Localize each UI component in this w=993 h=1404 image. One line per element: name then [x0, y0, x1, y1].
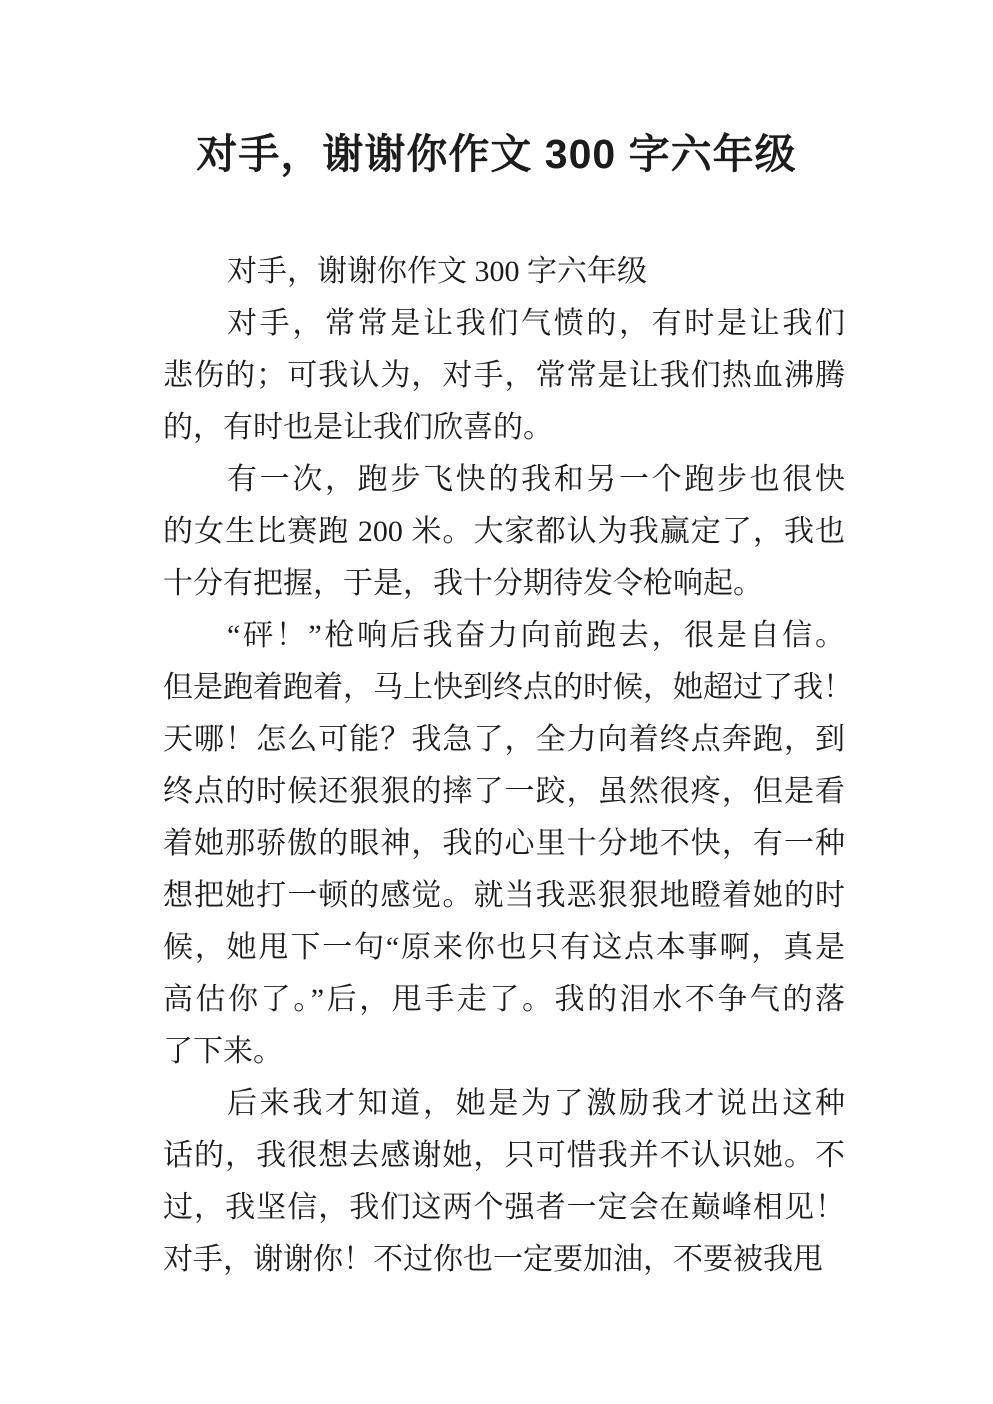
- text-line: 天哪！怎么可能？我急了，全力向着终点奔跑，到: [163, 723, 845, 756]
- text-line: 后来我才知道，她是为了激励我才说出这种: [227, 1087, 845, 1120]
- text-line: 终点的时候还狠狠的摔了一跤，虽然很疼，但是看: [163, 775, 845, 808]
- text-line: 对手，谢谢你！不过你也一定要加油，不要被我甩: [163, 1243, 823, 1276]
- text-line: 高估你了。”后，甩手走了。我的泪水不争气的落: [163, 983, 845, 1016]
- text-line: 想把她打一顿的感觉。就当我恶狠狠地瞪着她的时: [163, 879, 845, 912]
- text-line: 过，我坚信，我们这两个强者一定会在巅峰相见！: [163, 1191, 845, 1224]
- text-line: 悲伤的；可我认为，对手，常常是让我们热血沸腾: [163, 359, 845, 392]
- document-body: [163, 246, 853, 1286]
- text-line: 着她那骄傲的眼神，我的心里十分地不快，有一种: [163, 827, 845, 860]
- text-line: 对手，常常是让我们气愤的，有时是让我们: [227, 307, 845, 340]
- text-line: 但是跑着跑着，马上快到终点的时候，她超过了我！: [163, 671, 853, 704]
- document-title: 对手，谢谢你作文 300 字六年级: [196, 131, 797, 177]
- text-line: 话的，我很想去感谢她，只可惜我并不认识她。不: [163, 1139, 845, 1172]
- text-line: 对手，谢谢你作文 300 字六年级: [227, 255, 647, 288]
- text-line: 的女生比赛跑 200 米。大家都认为我赢定了，我也: [163, 515, 845, 548]
- text-line: 十分有把握，于是，我十分期待发令枪响起。: [163, 567, 763, 600]
- text-line: 的，有时也是让我们欣喜的。: [163, 411, 553, 444]
- text-line: 有一次，跑步飞快的我和另一个跑步也很快: [227, 463, 845, 496]
- text-line: 了下来。: [163, 1035, 283, 1068]
- text-line: 候，她甩下一句“原来你也只有这点本事啊，真是: [163, 931, 845, 964]
- text-line: “砰！”枪响后我奋力向前跑去，很是自信。: [227, 619, 845, 652]
